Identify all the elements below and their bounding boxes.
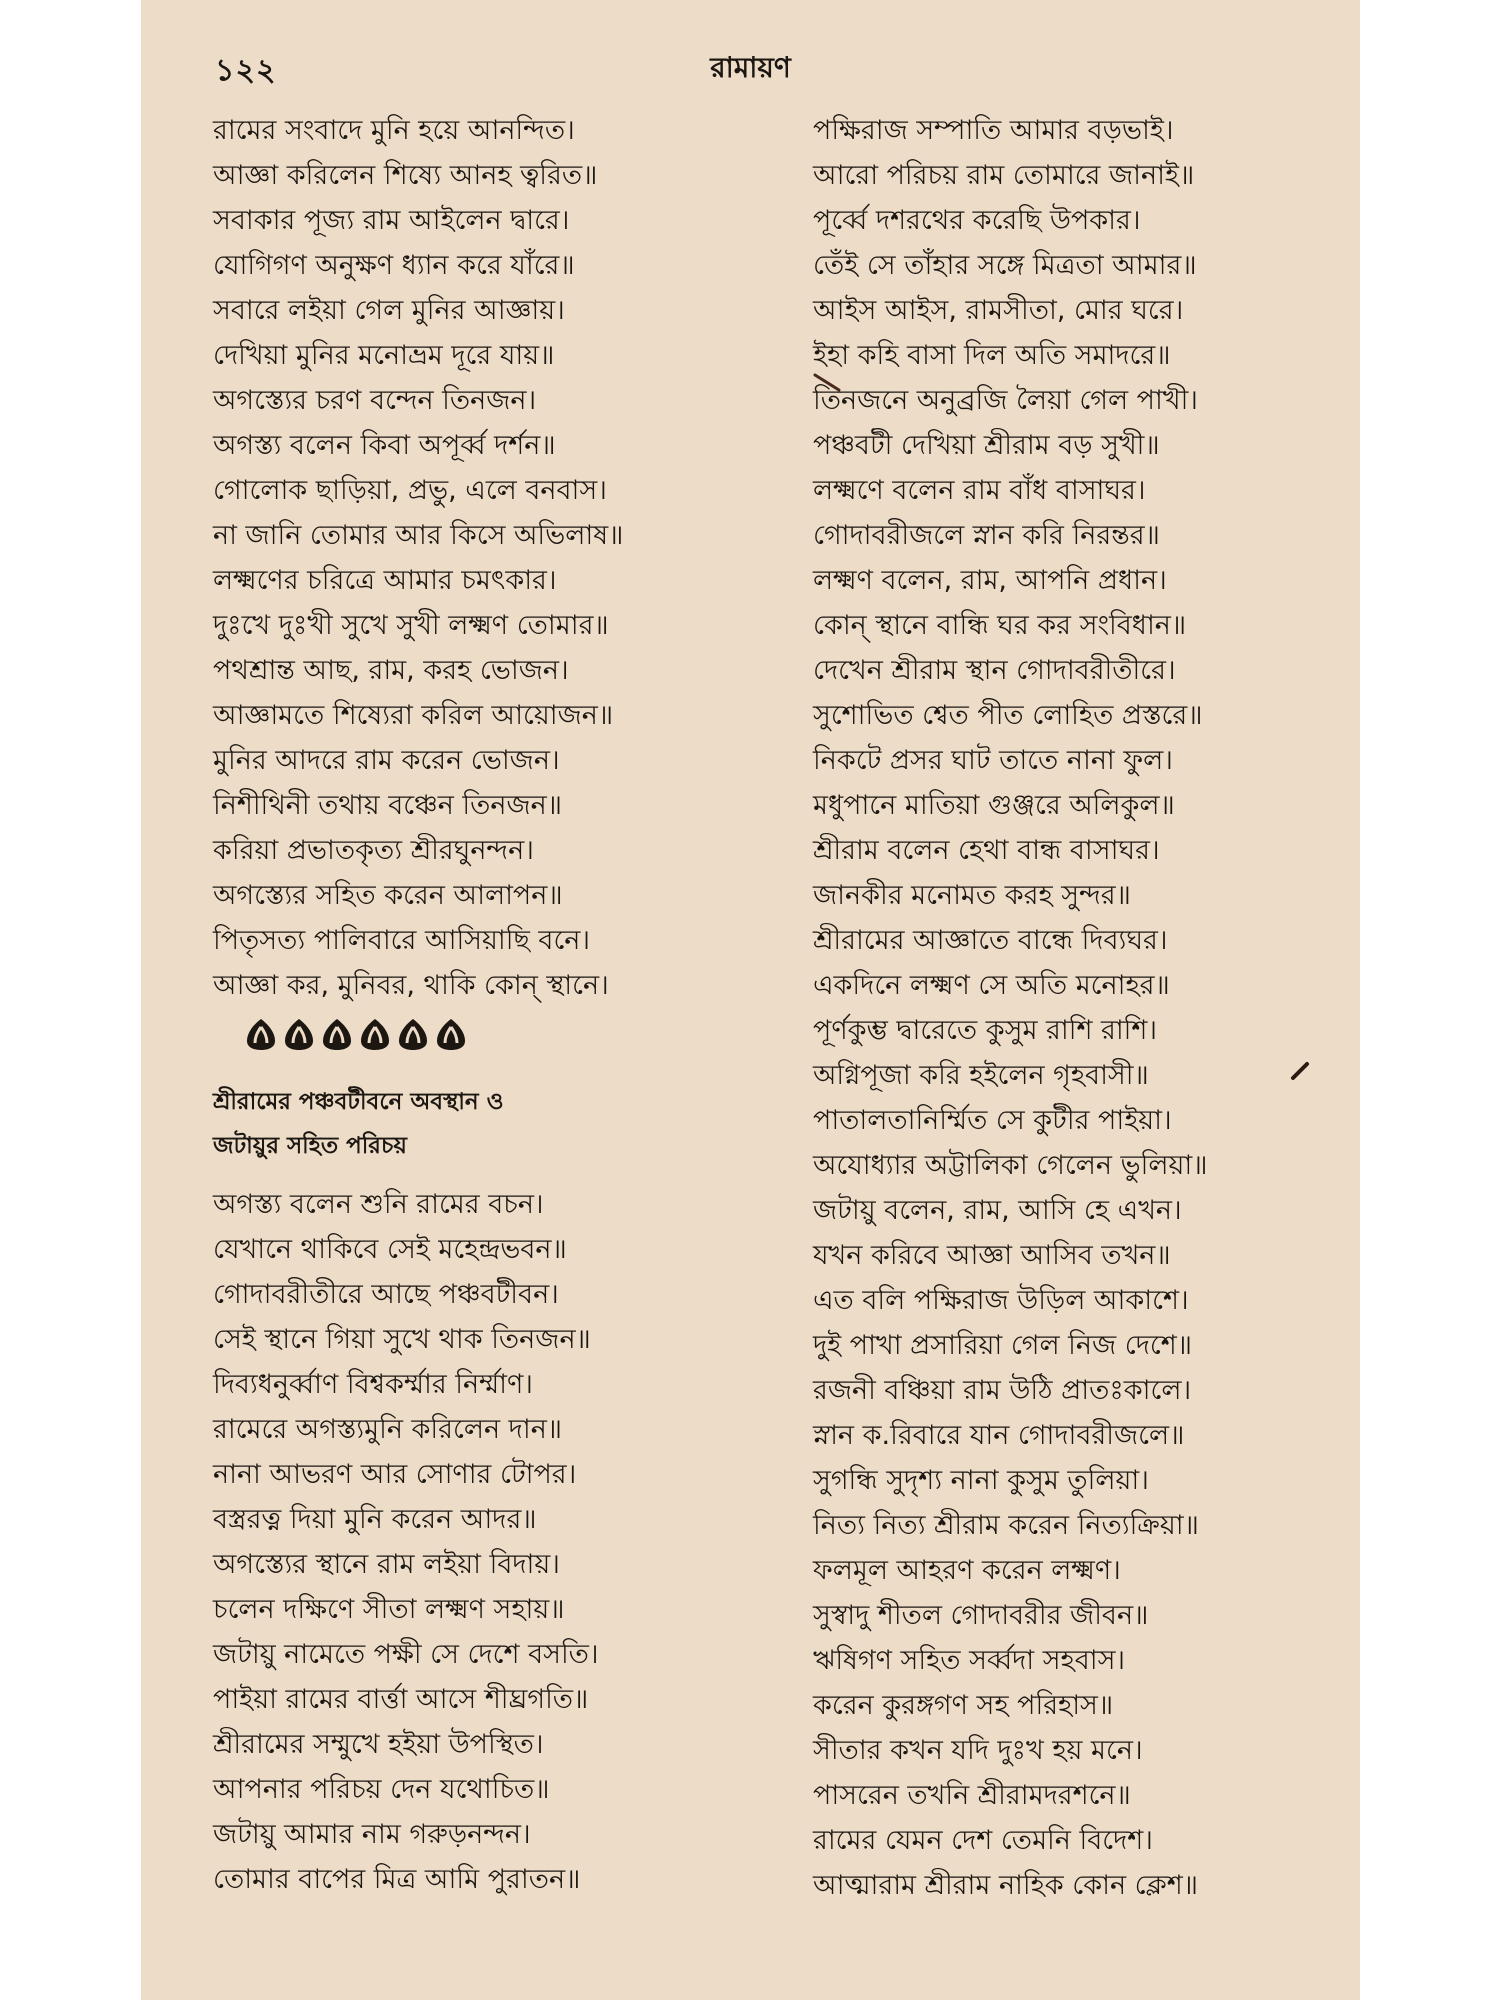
verse-line-36: করেন কুরঙ্গগণ সহ পরিহাস॥ (813, 1690, 1114, 1721)
verse-line-7: অগস্ত্যের চরণ বন্দেন তিনজন। (213, 385, 537, 416)
lotus-ornament-icon (243, 1014, 773, 1054)
verse-line-37: সীতার কখন যদি দুঃখ হয় মনে। (813, 1735, 1143, 1766)
verse-line-24: অযোধ্যার অট্টালিকা গেলেন ভুলিয়া॥ (813, 1150, 1208, 1181)
verse-line-6: ইহা কহি বাসা দিল অতি সমাদরে॥ (813, 340, 1171, 371)
verse-line-3: গোদাবরীতীরে আছে পঞ্চবটীবন। (213, 1279, 559, 1310)
verse-line-1: অগস্ত্য বলেন শুনি রামের বচন। (213, 1189, 544, 1220)
section-title-line-1: শ্রীরামের পঞ্চবটীবনে অবস্থান ও (213, 1089, 504, 1115)
page-number: ১২২ (215, 53, 277, 88)
verse-line-14: আজ্ঞামতে শিষ্যেরা করিল আয়োজন॥ (213, 700, 614, 731)
lotus-icon (281, 1015, 317, 1053)
verse-line-4: তেঁই সে তাঁহার সঙ্গে মিত্রতা আমার॥ (813, 250, 1197, 281)
verse-line-1: রামের সংবাদে মুনি হয়ে আনন্দিত। (213, 115, 575, 146)
verse-line-39: রামের যেমন দেশ তেমনি বিদেশ। (813, 1825, 1153, 1856)
verse-line-16: মধুপানে মাতিয়া গুঞ্জরে অলিকুল॥ (813, 790, 1175, 821)
book-page (141, 0, 1360, 2000)
verse-line-40: আত্মারাম শ্রীরাম নাহিক কোন ক্লেশ॥ (813, 1870, 1198, 1901)
verse-line-17: শ্রীরাম বলেন হেথা বান্ধ বাসাঘর। (813, 835, 1160, 866)
verse-line-28: দুই পাখা প্রসারিয়া গেল নিজ দেশে॥ (813, 1330, 1192, 1361)
verse-line-27: এত বলি পক্ষিরাজ উড়িল আকাশে। (813, 1285, 1189, 1316)
verse-line-38: পাসরেন তখনি শ্রীরামদরশনে॥ (813, 1780, 1131, 1811)
verse-line-10: গোদাবরীজলে স্নান করি নিরন্তর॥ (813, 520, 1160, 551)
verse-line-8: বস্ত্ররত্ন দিয়া মুনি করেন আদর॥ (213, 1504, 537, 1535)
right-column (813, 108, 1353, 1908)
verse-line-22: অগ্নিপূজা করি হইলেন গৃহবাসী॥ (813, 1060, 1149, 1091)
verse-line-13: দেখেন শ্রীরাম স্থান গোদাবরীতীরে। (813, 655, 1176, 686)
right-verses (813, 108, 1353, 1908)
verse-line-16: নিশীথিনী তথায় বঞ্চেন তিনজন॥ (213, 790, 563, 821)
verse-line-13: শ্রীরামের সম্মুখে হইয়া উপস্থিত। (213, 1729, 544, 1760)
verse-line-29: রজনী বঞ্চিয়া রাম উঠি প্রাতঃকালে। (813, 1375, 1192, 1406)
verse-line-12: কোন্ স্থানে বান্ধি ঘর কর সংবিধান॥ (813, 610, 1187, 641)
verse-line-2: আজ্ঞা করিলেন শিষ্যে আনহ ত্বরিত॥ (213, 160, 598, 191)
verse-line-11: লক্ষ্মণ বলেন, রাম, আপনি প্রধান। (813, 565, 1167, 596)
verse-line-3: পূর্ব্বে দশরথের করেছি উপকার। (813, 205, 1141, 236)
verse-line-4: সেই স্থানে গিয়া সুখে থাক তিনজন॥ (213, 1324, 591, 1355)
verse-line-11: জটায়ু নামেতে পক্ষী সে দেশে বসতি। (213, 1639, 599, 1670)
running-title: রামায়ণ (710, 51, 791, 84)
verse-line-2: যেখানে থাকিবে সেই মহেন্দ্রভবন॥ (213, 1234, 567, 1265)
verse-line-15: জটায়ু আমার নাম গরুড়নন্দন। (213, 1819, 531, 1850)
verse-line-14: সুশোভিত শ্বেত পীত লোহিত প্রস্তরে॥ (813, 700, 1203, 731)
verse-line-13: পথশ্রান্ত আছ, রাম, করহ ভোজন। (213, 655, 569, 686)
left-verses-top (213, 108, 773, 1008)
verse-line-33: ফলমূল আহরণ করেন লক্ষ্মণ। (813, 1555, 1121, 1586)
verse-line-7: নানা আভরণ আর সোণার টোপর। (213, 1459, 577, 1490)
section-title-line-2: জটায়ুর সহিত পরিচয় (213, 1133, 407, 1159)
ink-stroke-mark (813, 372, 843, 394)
verse-line-12: দুঃখে দুঃখী সুখে সুখী লক্ষ্মণ তোমার॥ (213, 610, 609, 641)
verse-line-10: চলেন দক্ষিণে সীতা লক্ষ্মণ সহায়॥ (213, 1594, 565, 1625)
verse-line-34: সুস্বাদু শীতল গোদাবরীর জীবন॥ (813, 1600, 1149, 1631)
lotus-icon (243, 1015, 279, 1053)
left-verses-bottom (213, 1182, 773, 1902)
verse-line-3: সবাকার পূজ্য রাম আইলেন দ্বারে। (213, 205, 570, 236)
verse-line-20: একদিনে লক্ষ্মণ সে অতি মনোহর॥ (813, 970, 1170, 1001)
lotus-icon (433, 1015, 469, 1053)
verse-line-6: রামেরে অগস্ত্যমুনি করিলেন দান॥ (213, 1414, 563, 1445)
verse-line-10: না জানি তোমার আর কিসে অভিলাষ॥ (213, 520, 624, 551)
verse-line-9: অগস্ত্যের স্থানে রাম লইয়া বিদায়। (213, 1549, 560, 1580)
verse-line-18: অগস্ত্যের সহিত করেন আলাপন॥ (213, 880, 563, 911)
verse-line-5: আইস আইস, রামসীতা, মোর ঘরে। (813, 295, 1184, 326)
verse-line-14: আপনার পরিচয় দেন যথোচিত॥ (213, 1774, 550, 1805)
verse-line-6: দেখিয়া মুনির মনোভ্রম দূরে যায়॥ (213, 340, 555, 371)
lotus-icon (319, 1015, 355, 1053)
verse-line-1: পক্ষিরাজ সম্পাতি আমার বড়ভাই। (813, 115, 1174, 146)
verse-line-7: তিনজনে অনুব্রজি লৈয়া গেল পাখী। (813, 385, 1198, 416)
verse-line-32: নিত্য নিত্য শ্রীরাম করেন নিত্যক্রিয়া॥ (813, 1510, 1199, 1541)
lotus-icon (395, 1015, 431, 1053)
verse-line-21: পূর্ণকুম্ভ দ্বারেতে কুসুম রাশি রাশি। (813, 1015, 1158, 1046)
verse-line-5: দিব্যধনুর্ব্বাণ বিশ্বকর্ম্মার নির্ম্মাণ। (213, 1369, 533, 1400)
verse-line-9: লক্ষ্মণে বলেন রাম বাঁধ বাসাঘর। (813, 475, 1146, 506)
verse-line-5: সবারে লইয়া গেল মুনির আজ্ঞায়। (213, 295, 565, 326)
verse-line-20: আজ্ঞা কর, মুনিবর, থাকি কোন্ স্থানে। (213, 970, 609, 1001)
verse-line-19: পিতৃসত্য পালিবারে আসিয়াছি বনে। (213, 925, 591, 956)
verse-line-15: মুনির আদরে রাম করেন ভোজন। (213, 745, 560, 776)
verse-line-35: ঋষিগণ সহিত সর্ব্বদা সহবাস। (813, 1645, 1126, 1676)
verse-line-31: সুগন্ধি সুদৃশ্য নানা কুসুম তুলিয়া। (813, 1465, 1149, 1496)
verse-line-17: করিয়া প্রভাতকৃত্য শ্রীরঘুনন্দন। (213, 835, 534, 866)
ink-stroke-mark (1289, 1060, 1311, 1082)
verse-line-19: শ্রীরামের আজ্ঞাতে বান্ধে দিব্যঘর। (813, 925, 1168, 956)
lotus-icon (357, 1015, 393, 1053)
verse-line-12: পাইয়া রামের বার্ত্তা আসে শীঘ্রগতি॥ (213, 1684, 589, 1715)
verse-line-25: জটায়ু বলেন, রাম, আসি হে এখন। (813, 1195, 1182, 1226)
left-column (213, 108, 773, 1902)
verse-line-4: যোগিগণ অনুক্ষণ ধ্যান করে যাঁরে॥ (213, 250, 575, 281)
verse-line-18: জানকীর মনোমত করহ সুন্দর॥ (813, 880, 1131, 911)
verse-line-30: স্নান ক.রিবারে যান গোদাবরীজলে॥ (813, 1420, 1185, 1451)
verse-line-23: পাতালতানির্ম্মিত সে কুটীর পাইয়া। (813, 1105, 1172, 1136)
verse-line-8: অগস্ত্য বলেন কিবা অপূর্ব্ব দর্শন॥ (213, 430, 556, 461)
verse-line-11: লক্ষ্মণের চরিত্রে আমার চমৎকার। (213, 565, 557, 596)
verse-line-9: গোলোক ছাড়িয়া, প্রভু, এলে বনবাস। (213, 475, 607, 506)
verse-line-16: তোমার বাপের মিত্র আমি পুরাতন॥ (213, 1864, 581, 1895)
verse-line-8: পঞ্চবটী দেখিয়া শ্রীরাম বড় সুখী॥ (813, 430, 1160, 461)
verse-line-2: আরো পরিচয় রাম তোমারে জানাই॥ (813, 160, 1195, 191)
verse-line-15: নিকটে প্রসর ঘাট তাতে নানা ফুল। (813, 745, 1173, 776)
verse-line-26: যখন করিবে আজ্ঞা আসিব তখন॥ (813, 1240, 1171, 1271)
